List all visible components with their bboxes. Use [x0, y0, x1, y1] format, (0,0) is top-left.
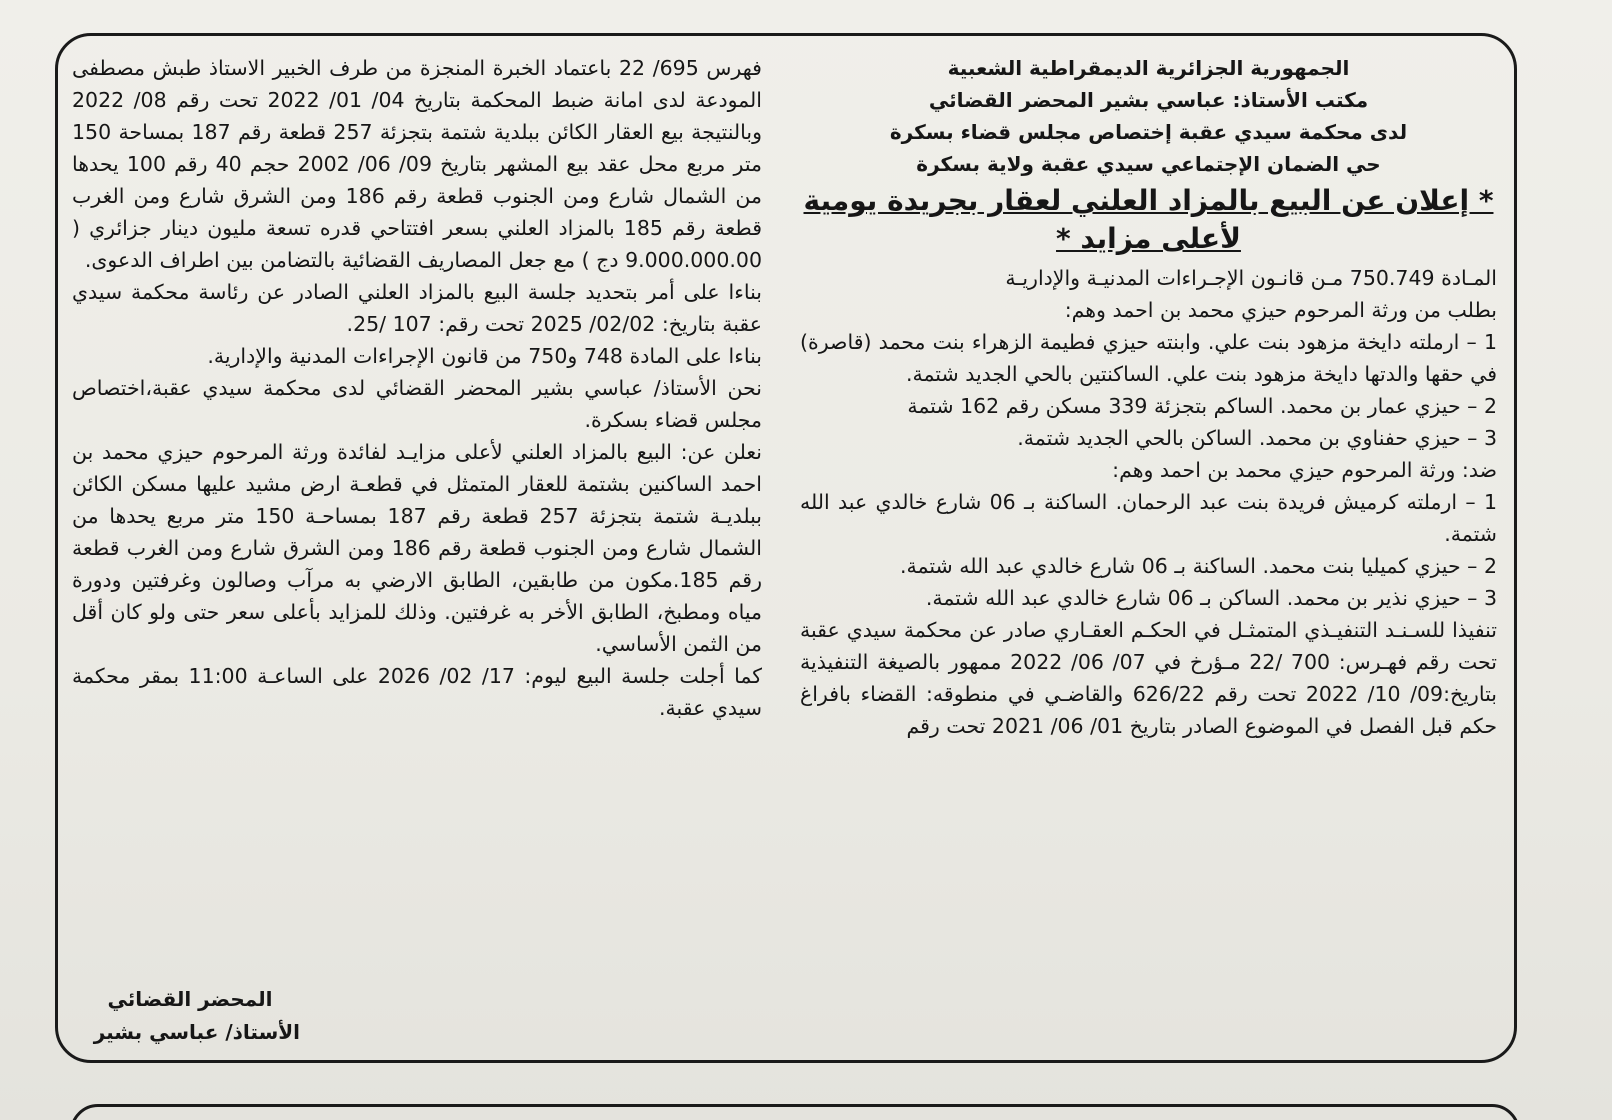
- left-paragraph: بناءا على المادة 748 و750 من قانون الإجراءات المدنية والإدارية.: [207, 344, 762, 368]
- right-paragraph: 1 – ارملته دايخة مزهود بنت علي. وابنته حيزي فطيمة الزهراء بنت محمد (قاصرة) في حقها والدتها دايخة مزهود بنت علي. الساكنتين بالحي الجديد شتمة.: [800, 330, 1497, 386]
- header-line-1: الجمهورية الجزائرية الديمقراطية الشعبية: [947, 56, 1350, 80]
- right-paragraph: 1 – ارملته كرميش فريدة بنت عبد الرحمان. الساكنة بـ 06 شارع خالدي عبد الله شتمة.: [800, 490, 1497, 546]
- signature-block: [80, 983, 300, 1049]
- right-paragraph: بطلب من ورثة المرحوم حيزي محمد بن احمد وهم:: [1064, 298, 1497, 322]
- right-paragraph: ضد: ورثة المرحوم حيزي محمد بن احمد وهم:: [1112, 458, 1497, 482]
- right-paragraph: 2 – حيزي كميليا بنت محمد. الساكنة بـ 06 شارع خالدي عبد الله شتمة.: [900, 554, 1497, 578]
- left-paragraph: فهرس 695/ 22 باعتماد الخبرة المنجزة من طرف الخبير الاستاذ طبش مصطفى المودعة لدى امانة ضبط المحكمة بتاريخ 04/ 01/ 2022 تحت رقم 08/ 2022 وبالنتيجة بيع العقار الكائن ببلدية شتمة بتجزئة 257 قطعة رقم 187 بمساحة 150 متر مربع محل عقد بيع المشهر بتاريخ 09/ 06/ 2002 حجم 40 رقم 100 يحدها من الشمال شارع ومن الجنوب قطعة رقم 186 ومن الشرق شارع ومن الغرب قطعة رقم 185 بالمزاد العلني بسعر افتتاحي قدره تسعة مليون دينار جزائري ( 9.000.000.00 دج ) مع جعل المصاريف القضائية بالتضامن بين اطراف الدعوى.: [72, 56, 763, 272]
- header-line-3: لدى محكمة سيدي عقبة إختصاص مجلس قضاء بسكرة: [889, 120, 1408, 144]
- right-paragraph: 3 – حيزي نذير بن محمد. الساكن بـ 06 شارع خالدي عبد الله شتمة.: [925, 586, 1497, 610]
- left-paragraph: نحن الأستاذ/ عباسي بشير المحضر القضائي لدى محكمة سيدي عقبة،اختصاص مجلس قضاء بسكرة.: [72, 376, 762, 432]
- right-paragraph: 3 – حيزي حفناوي بن محمد. الساكن بالحي الجديد شتمة.: [1017, 426, 1497, 450]
- left-paragraph: كما أجلت جلسة البيع ليوم: 17/ 02/ 2026 على الساعـة 11:00 بمقر محكمة سيدي عقبة.: [72, 664, 762, 720]
- header-line-2: مكتب الأستاذ: عباسي بشير المحضر القضائي: [928, 88, 1369, 112]
- right-paragraph: تنفيذا للسـنـد التنفيـذي المتمثـل في الحكـم العقـاري صادر عن محكمة سيدي عقبة تحت رقم فهـرس: 700 /22 مـؤرخ في 07/ 06/ 2022 ممهور بالصيغة التنفيذية بتاريخ:09/ 10/ 2022 تحت رقم 626/22 والقاضـي في منطوقه: القضاء بافراغ حكم قبل الفصل في الموضوع الصادر بتاريخ 01/ 06/ 2021 تحت رقم: [800, 618, 1497, 738]
- right-paragraph: المـادة 750.749 مـن قانـون الإجـراءات المدنيـة والإداريـة: [1005, 266, 1497, 290]
- left-column: [72, 52, 762, 724]
- left-paragraph: نعلن عن: البيع بالمزاد العلني لأعلى مزايـد لفائدة ورثة المرحوم حيزي محمد بن احمد الساكنين بشتمة للعقار المتمثل في قطعـة ارض مشيد عليها مسكن الكائن ببلديـة شتمة بتجزئة 257 قطعة رقم 187 بمساحـة 150 متر مربع يحدها من الشمال شارع ومن الجنوب قطعة رقم 186 ومن الشرق شارع ومن الغرب قطعة رقم 185.مكون من طابقين، الطابق الارضي به مرآب وصالون وغرفتين ودورة مياه ومطبخ، الطابق الأخر به غرفتين. وذلك للمزايد بأعلى سعر حتى ولو كان أقل من الثمن الأساسي.: [72, 440, 763, 656]
- signature-name: الأستاذ/ عباسي بشير: [93, 1020, 300, 1044]
- left-paragraph: بناءا على أمر بتحديد جلسة البيع بالمزاد العلني الصادر عن رئاسة محكمة سيدي عقبة بتاريخ: 02/02/ 2025 تحت رقم: 107 /25.: [72, 280, 762, 336]
- right-paragraph: 2 – حيزي عمار بن محمد. الساكم بتجزئة 339 مسكن رقم 162 شتمة: [907, 394, 1497, 418]
- right-column: [800, 52, 1497, 742]
- signature-title: المحضر القضائي: [107, 987, 273, 1011]
- header-line-4: حي الضمان الإجتماعي سيدي عقبة ولاية بسكرة: [916, 152, 1381, 176]
- announcement-title: * إعلان عن البيع بالمزاد العلني لعقار بجريدة يومية لأعلى مزايد *: [803, 184, 1494, 255]
- next-announcement-frame: [70, 1104, 1520, 1120]
